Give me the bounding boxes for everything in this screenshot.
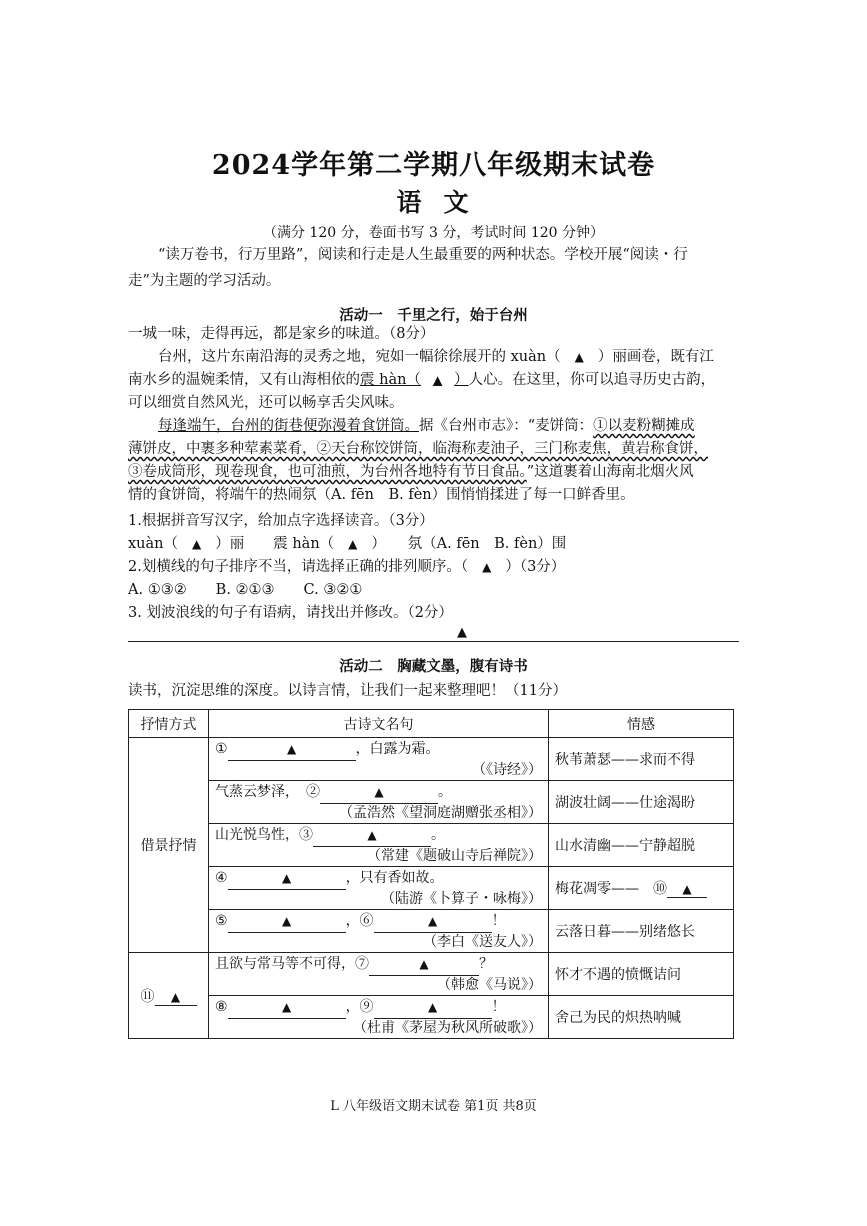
page-footer: L 八年级语文期末试卷 第1页 共8页 bbox=[330, 1099, 537, 1114]
activity2-lead: 读书，沉淀思维的深度。以诗言情，让我们一起来整理吧！（11分） bbox=[128, 683, 567, 699]
poem-cell: ① ▲ ，白露为霜。 （《诗经》） bbox=[209, 738, 549, 781]
poem-cell: ④ ▲ ，只有香如故。 （陆游《卜算子・咏梅》） bbox=[209, 867, 549, 910]
question-1-answer: xuàn（ ▲ ）丽 震 hàn（ ▲ ） 氛（A. fēn B. fèn）围 bbox=[128, 536, 567, 552]
emotion-cell: 舍己为民的炽热呐喊 bbox=[549, 996, 734, 1039]
emotion-cell: 湖波壮阔——仕途渴盼 bbox=[549, 781, 734, 824]
answer-marker: ▲ bbox=[457, 625, 467, 640]
emotion-cell: 云落日暮——别绪悠长 bbox=[549, 910, 734, 953]
poem-table bbox=[128, 709, 734, 1039]
activity2-heading: 活动二 胸藏文墨，腹有诗书 bbox=[339, 658, 528, 675]
table-row bbox=[129, 781, 734, 824]
answer-marker: ▲ bbox=[432, 373, 443, 387]
emotion-cell: 山水清幽——宁静超脱 bbox=[549, 824, 734, 867]
activity1-lead: 一城一味，走得再远，都是家乡的味道。（8分） bbox=[128, 326, 435, 342]
activity1-heading: 活动一 千里之行，始于台州 bbox=[339, 307, 528, 324]
question-1: 1.根据拼音写汉字，给加点字选择读音。（3分） bbox=[128, 513, 434, 529]
category-cell: ⑪ ▲ bbox=[129, 953, 209, 1039]
poem-cell: 山光悦鸟性，③ ▲ 。 （常建《题破山寺后禅院》） bbox=[209, 824, 549, 867]
section-divider bbox=[128, 641, 739, 642]
poem-cell: ⑧ ▲ ，⑨ ▲ ！ （杜甫《茅屋为秋风所破歌》） bbox=[209, 996, 549, 1039]
question-2-options: A. ①③② B. ②①③ C. ③②① bbox=[128, 582, 363, 598]
table-header-row bbox=[129, 710, 734, 738]
table-row bbox=[129, 824, 734, 867]
answer-marker: ▲ bbox=[482, 560, 492, 574]
header-method: 抒情方式 bbox=[129, 710, 209, 738]
answer-marker: ▲ bbox=[574, 350, 584, 364]
intro-line2: 走”为主题的学习活动。 bbox=[128, 273, 281, 289]
header-emotion: 情感 bbox=[549, 710, 734, 738]
passage1-line1: 台州，这片东南沿海的灵秀之地，宛如一幅徐徐展开的 xuàn（ ▲ ）丽画卷，既有江 bbox=[158, 349, 714, 365]
emotion-cell: 梅花凋零—— ⑩ ▲ bbox=[549, 867, 734, 910]
exam-title: 2024学年第二学期八年级期末试卷 bbox=[211, 150, 656, 181]
answer-marker: ▲ bbox=[348, 537, 358, 551]
table-row bbox=[129, 910, 734, 953]
subject-title: 语文 bbox=[396, 188, 491, 217]
poem-cell: 气蒸云梦泽， ② ▲ 。 （孟浩然《望洞庭湖赠张丞相》） bbox=[209, 781, 549, 824]
passage1-line3: 可以细赏自然风光，还可以畅享舌尖风味。 bbox=[128, 395, 404, 411]
question-2: 2.划横线的句子排序不当，请选择正确的排列顺序。（ ▲ ）（3分） bbox=[128, 559, 566, 575]
emotion-cell: 秋苇萧瑟——求而不得 bbox=[549, 738, 734, 781]
category-cell: 借景抒情 bbox=[129, 738, 209, 953]
emotion-cell: 怀才不遇的愤慨诘问 bbox=[549, 953, 734, 996]
passage2-line4: 情的食饼筒，将端午的热闹氛（A. fēn B. fèn）围悄悄揉进了每一口鲜香里。 bbox=[128, 487, 635, 503]
table-row bbox=[129, 996, 734, 1039]
table-row bbox=[129, 738, 734, 781]
table-row bbox=[129, 867, 734, 910]
exam-note: （满分 120 分，卷面书写 3 分，考试时间 120 分钟） bbox=[262, 225, 605, 241]
answer-marker: ▲ bbox=[192, 537, 202, 551]
passage1-line2: 南水乡的温婉柔情，又有山海相依的震 hàn（ ▲ ）人心。在这里，你可以追寻历史古韵， bbox=[128, 372, 716, 388]
header-poem: 古诗文名句 bbox=[209, 710, 549, 738]
table-row bbox=[129, 953, 734, 996]
passage2-line3: ③卷成筒形，现卷现食，也可油煎，为台州各地特有节日食品。”这道裹着山海南北烟火风 bbox=[128, 464, 694, 480]
passage2-line1: 每逢端午，台州的街巷便弥漫着食饼筒。据《台州市志》：“麦饼筒：①以麦粉糊摊成 bbox=[158, 418, 695, 434]
passage2-line2: 薄饼皮，中裹多种荤素菜肴，②天台称饺饼筒，临海称麦油子，三门称麦焦，黄岩称食饼， bbox=[128, 441, 708, 457]
question-3: 3. 划波浪线的句子有语病，请找出并修改。（2分） bbox=[128, 605, 453, 621]
poem-cell: ⑤ ▲ ，⑥ ▲ ！ （李白《送友人》） bbox=[209, 910, 549, 953]
poem-cell: 且欲与常马等不可得，⑦ ▲ ？ （韩愈《马说》） bbox=[209, 953, 549, 996]
intro-line1: “读万卷书，行万里路”，阅读和行走是人生最重要的两种状态。学校开展“阅读・行 bbox=[158, 247, 688, 263]
